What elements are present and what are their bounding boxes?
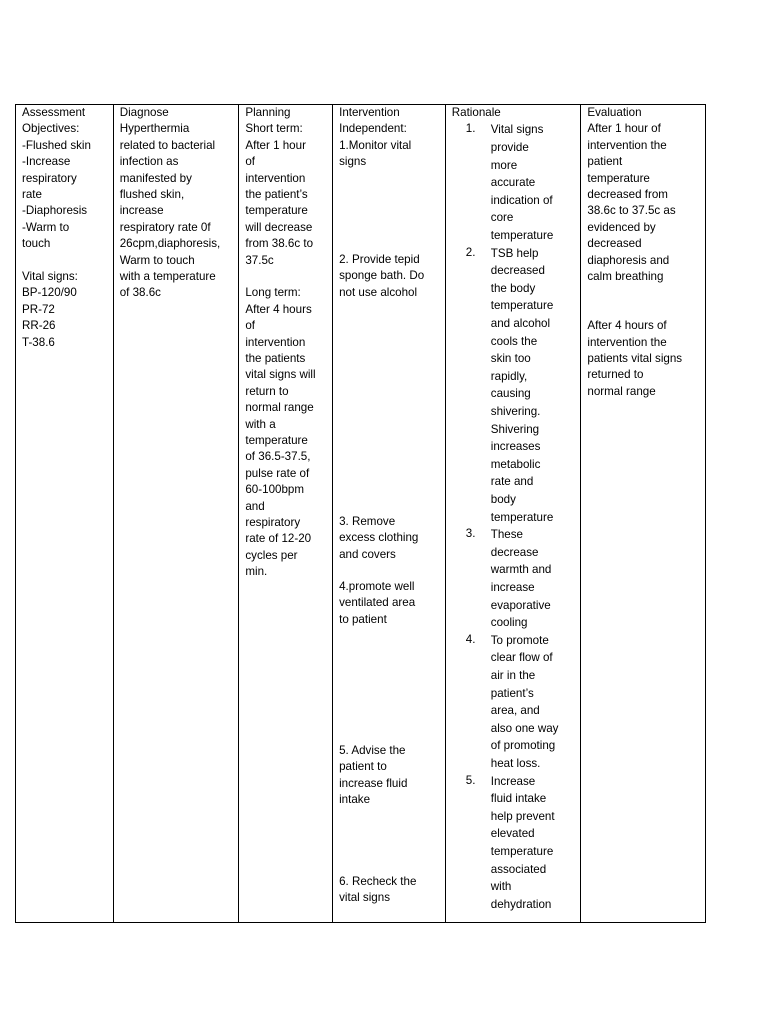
assessment-objectives: -Flushed skin -Increase respiratory rate -Diaphoresis -Warm to touch bbox=[22, 138, 91, 251]
rationale-item-number: 2. bbox=[465, 245, 476, 259]
intervention-step-6: 6. Recheck the vital signs bbox=[339, 875, 417, 905]
rationale-item bbox=[466, 245, 578, 527]
intervention-step-1: 1.Monitor vital signs bbox=[339, 138, 412, 169]
nursing-care-plan-table bbox=[15, 104, 706, 923]
rationale-header: Rationale bbox=[451, 106, 501, 119]
intervention-step-4: 4.promote well ventilated area to patient bbox=[339, 580, 416, 626]
assessment-column bbox=[16, 105, 114, 922]
rationale-item-text: Increase fluid intake help prevent elevated temperature associated with dehydration bbox=[490, 774, 555, 911]
rationale-item-number: 4. bbox=[465, 632, 476, 646]
intervention-column bbox=[333, 105, 446, 922]
rationale-item bbox=[466, 632, 578, 773]
rationale-item-number: 1. bbox=[465, 122, 476, 136]
evaluation-column bbox=[581, 105, 705, 922]
diagnose-column bbox=[114, 105, 240, 922]
rationale-column bbox=[446, 105, 582, 922]
rationale-item-number: 5. bbox=[465, 773, 476, 787]
evaluation-after-1-hour: After 1 hour of intervention the patient temperature decreased from 38.6c to 37.5c as evidenced by decreased diaphoresis and calm breathing bbox=[587, 122, 676, 284]
rationale-item-text: Vital signs provide more accurate indication of core temperature bbox=[490, 123, 554, 242]
rationale-item-number: 3. bbox=[465, 527, 476, 541]
rationale-item bbox=[466, 121, 578, 244]
rationale-item bbox=[466, 526, 578, 632]
long-term-goal: Long term: After 4 hours of intervention the patients vital signs will return to normal range with a temperature of 36.5-37.5, pulse rate of 60-100bpm and respiratory rate of 12-20 cycles per min. bbox=[245, 286, 316, 579]
vital-signs-title: Vital signs: bbox=[22, 270, 78, 283]
short-term-goal: Short term: After 1 hour of intervention the patient’s temperature will decrease from 38.6c to 37.5c bbox=[245, 122, 314, 267]
vital-signs-values: BP-120/90 PR-72 RR-26 T-38.6 bbox=[22, 286, 77, 349]
assessment-header: Assessment Objectives: bbox=[22, 106, 86, 136]
rationale-item-text: To promote clear flow of air in the patient’s area, and also one way of promoting heat loss. bbox=[490, 633, 559, 770]
intervention-step-3: 3. Remove excess clothing and covers bbox=[339, 515, 419, 561]
diagnose-text: Hyperthermia related to bacterial infection as manifested by flushed skin, increase respiratory rate 0f 26cpm,diaphoresis, Warm to touch with a temperature of 38.6c bbox=[119, 122, 221, 300]
rationale-item bbox=[466, 773, 578, 914]
planning-header: Planning bbox=[245, 106, 291, 119]
evaluation-header: Evaluation bbox=[587, 106, 642, 119]
intervention-step-5: 5. Advise the patient to increase fluid intake bbox=[339, 744, 408, 807]
planning-column bbox=[239, 105, 333, 922]
evaluation-after-4-hours: After 4 hours of intervention the patients vital signs returned to normal range bbox=[587, 319, 683, 398]
diagnose-header: Diagnose bbox=[119, 106, 169, 119]
rationale-item-text: TSB help decreased the body temperature and alcohol cools the skin too rapidly, causing shivering. Shivering increases metabolic rate and body temperature bbox=[490, 246, 554, 524]
intervention-step-2: 2. Provide tepid sponge bath. Do not use alcohol bbox=[339, 253, 425, 299]
rationale-item-text: These decrease warmth and increase evaporative cooling bbox=[490, 528, 552, 630]
intervention-header: Intervention Independent: bbox=[339, 106, 407, 136]
